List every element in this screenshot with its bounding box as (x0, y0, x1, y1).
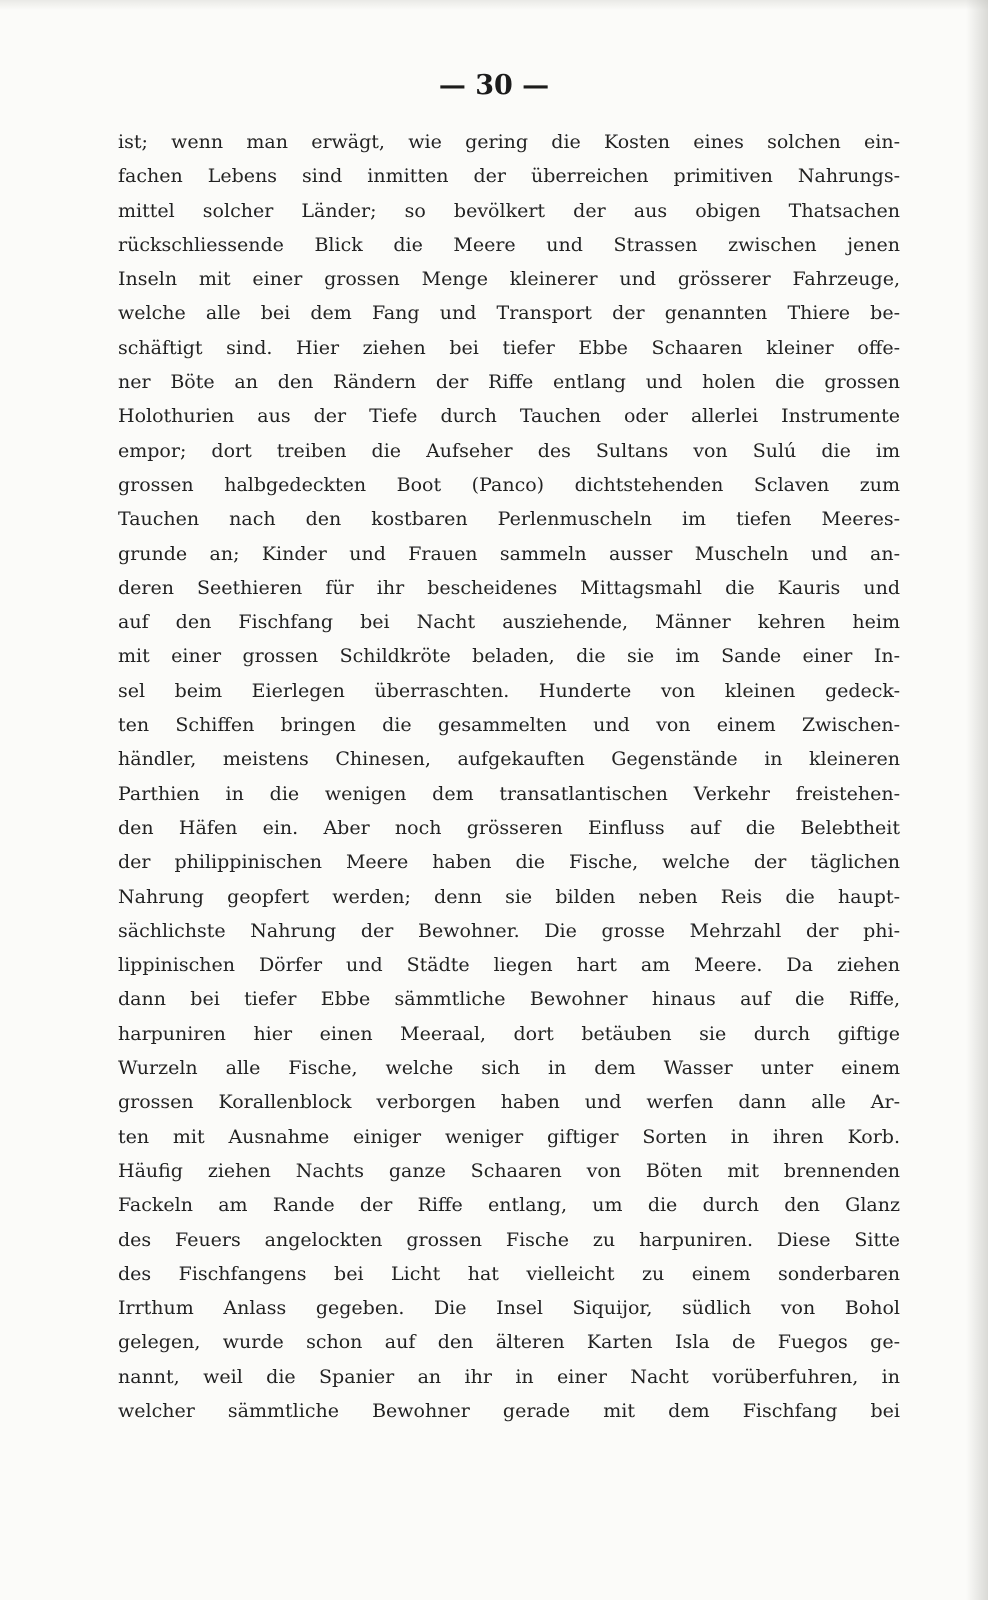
text-line: Nahrung geopfert werden; denn sie bilden neben Reis die haupt- (118, 885, 900, 908)
text-line: ist; wenn man erwägt, wie gering die Kosten eines solchen ein- (118, 131, 900, 153)
text-line: Häufig ziehen Nachts ganze Schaaren von Böten mit brennenden (118, 1159, 900, 1182)
text-line: lippinischen Dörfer und Städte liegen hart am Meere. Da ziehen (118, 954, 900, 977)
text-line: dann bei tiefer Ebbe sämmtliche Bewohner hinaus auf die Riffe, (118, 988, 900, 1011)
text-line: der philippinischen Meere haben die Fische, welche der täglichen (118, 851, 900, 874)
text-line: harpuniren hier einen Meeraal, dort betäuben sie durch giftige (118, 1022, 900, 1045)
text-line: des Feuers angelockten grossen Fische zu harpuniren. Diese Sitte (118, 1228, 900, 1251)
text-line: gelegen, wurde schon auf den älteren Karten Isla de Fuegos ge- (118, 1331, 900, 1354)
text-line: den Häfen ein. Aber noch grösseren Einfluss auf die Belebtheit (118, 816, 900, 839)
text-line: Inseln mit einer grossen Menge kleinerer und grösserer Fahrzeuge, (118, 268, 900, 291)
text-line: grossen halbgedeckten Boot (Panco) dichtstehenden Sclaven zum (118, 473, 900, 496)
text-line: grunde an; Kinder und Frauen sammeln ausser Muscheln und an- (118, 542, 900, 565)
text-line: ten mit Ausnahme einiger weniger giftiger Sorten in ihren Korb. (118, 1125, 900, 1148)
text-line: rückschliessende Blick die Meere und Strassen zwischen jenen (118, 233, 900, 256)
text-line: Irrthum Anlass gegeben. Die Insel Siquijor, südlich von Bohol (118, 1297, 900, 1320)
body-text (118, 125, 900, 1428)
text-line: empor; dort treiben die Aufseher des Sultans von Sulú die im (118, 439, 900, 462)
text-line: auf den Fischfang bei Nacht ausziehende, Männer kehren heim (118, 611, 900, 634)
text-line: Tauchen nach den kostbaren Perlenmuscheln im tiefen Meeres- (118, 508, 900, 531)
text-line: Fackeln am Rande der Riffe entlang, um die durch den Glanz (118, 1194, 900, 1217)
text-line: grossen Korallenblock verborgen haben und werfen dann alle Ar- (118, 1091, 900, 1114)
text-line: ten Schiffen bringen die gesammelten und von einem Zwischen- (118, 714, 900, 737)
text-line: ner Böte an den Rändern der Riffe entlang und holen die grossen (118, 371, 900, 394)
text-line: nannt, weil die Spanier an ihr in einer Nacht vorüberfuhren, in (118, 1365, 900, 1388)
text-line: welcher sämmtliche Bewohner gerade mit dem Fischfang bei (118, 1399, 900, 1422)
text-line: schäftigt sind. Hier ziehen bei tiefer Ebbe Schaaren kleiner offe- (118, 336, 900, 359)
text-line: Parthien in die wenigen dem transatlantischen Verkehr freistehen- (118, 782, 900, 805)
text-line: des Fischfangens bei Licht hat vielleicht zu einem sonderbaren (118, 1262, 900, 1285)
text-line: mit einer grossen Schildkröte beladen, die sie im Sande einer In- (118, 645, 900, 668)
text-line: Wurzeln alle Fische, welche sich in dem Wasser unter einem (118, 1057, 900, 1080)
text-line: sächlichste Nahrung der Bewohner. Die grosse Mehrzahl der phi- (118, 919, 900, 942)
text-line: deren Seethieren für ihr bescheidenes Mittagsmahl die Kauris und (118, 576, 900, 599)
page-top-shadow (0, 0, 988, 10)
text-line: mittel solcher Länder; so bevölkert der aus obigen Thatsachen (118, 199, 900, 222)
text-line: Holothurien aus der Tiefe durch Tauchen oder allerlei Instrumente (118, 405, 900, 428)
text-line: fachen Lebens sind inmitten der überreichen primitiven Nahrungs- (118, 165, 900, 188)
text-line: händler, meistens Chinesen, aufgekauften Gegenstände in kleineren (118, 748, 900, 771)
page-edge-shadow (966, 0, 988, 1600)
page-number: — 30 — (438, 70, 550, 101)
text-line: sel beim Eierlegen überraschten. Hunderte von kleinen gedeck- (118, 679, 900, 702)
text-line: welche alle bei dem Fang und Transport der genannten Thiere be- (118, 302, 900, 325)
